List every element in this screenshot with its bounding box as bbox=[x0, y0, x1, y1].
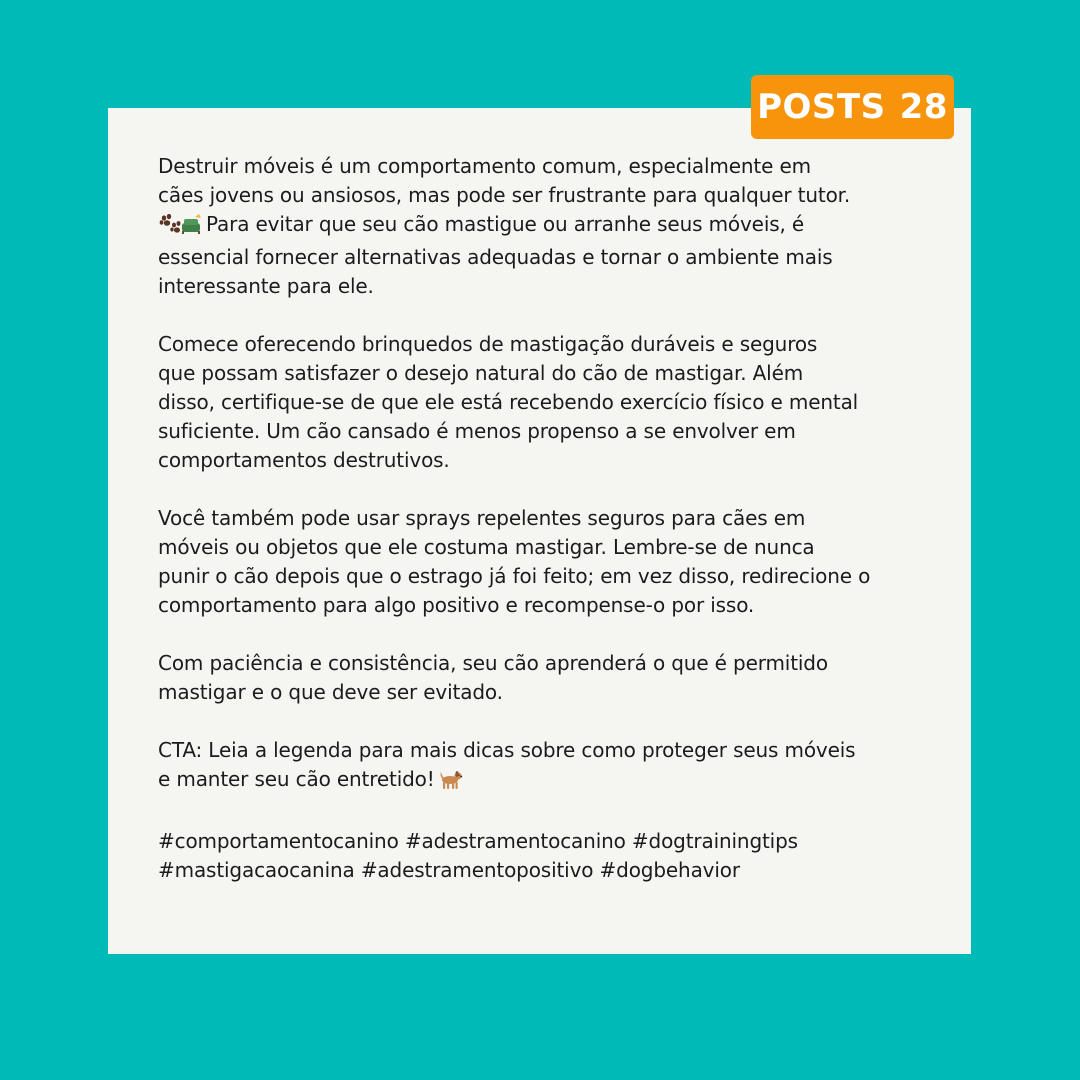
text-line: disso, certifique-se de que ele está recebendo exercício físico e mental bbox=[158, 390, 859, 414]
text-line: Comece oferecendo brinquedos de mastigação duráveis e seguros bbox=[158, 332, 818, 356]
text-line-with-icons bbox=[158, 210, 938, 243]
text-line-with-icon bbox=[158, 765, 938, 798]
badge-label: POSTS bbox=[757, 87, 886, 127]
post-content bbox=[158, 152, 938, 885]
paragraph-hashtags bbox=[158, 827, 938, 885]
text-line: cães jovens ou ansiosos, mas pode ser frustrante para qualquer tutor. bbox=[158, 183, 851, 207]
paw-prints-icon bbox=[158, 213, 202, 243]
badge-number: 28 bbox=[899, 87, 948, 127]
text-line: suficiente. Um cão cansado é menos propenso a se envolver em bbox=[158, 419, 796, 443]
posts-badge bbox=[751, 75, 954, 139]
text-line: comportamentos destrutivos. bbox=[158, 448, 450, 472]
text-line: comportamento para algo positivo e recompense-o por isso. bbox=[158, 593, 755, 617]
text-line: Para evitar que seu cão mastigue ou arranhe seus móveis, é bbox=[206, 212, 805, 236]
paragraph-chew-toys bbox=[158, 330, 938, 475]
hashtag-line: #mastigacaocanina #adestramentopositivo #dogbehavior bbox=[158, 858, 740, 882]
text-line: móveis ou objetos que ele costuma mastigar. Lembre-se de nunca bbox=[158, 535, 815, 559]
paragraph-sprays bbox=[158, 504, 938, 620]
text-line: essencial fornecer alternativas adequadas e tornar o ambiente mais bbox=[158, 245, 833, 269]
hashtag-line: #comportamentocanino #adestramentocanino #dogtrainingtips bbox=[158, 829, 798, 853]
text-line: Destruir móveis é um comportamento comum, especialmente em bbox=[158, 154, 811, 178]
text-line: interessante para ele. bbox=[158, 274, 374, 298]
paragraph-cta bbox=[158, 736, 938, 798]
text-line: e manter seu cão entretido! bbox=[158, 767, 435, 791]
paragraph-intro bbox=[158, 152, 938, 301]
text-line: Você também pode usar sprays repelentes seguros para cães em bbox=[158, 506, 806, 530]
text-line: CTA: Leia a legenda para mais dicas sobre como proteger seus móveis bbox=[158, 738, 856, 762]
paragraph-patience bbox=[158, 649, 938, 707]
text-line: mastigar e o que deve ser evitado. bbox=[158, 680, 503, 704]
text-line: que possam satisfazer o desejo natural do cão de mastigar. Além bbox=[158, 361, 804, 385]
text-line: punir o cão depois que o estrago já foi feito; em vez disso, redirecione o bbox=[158, 564, 871, 588]
dog-icon bbox=[439, 768, 463, 798]
text-line: Com paciência e consistência, seu cão aprenderá o que é permitido bbox=[158, 651, 828, 675]
